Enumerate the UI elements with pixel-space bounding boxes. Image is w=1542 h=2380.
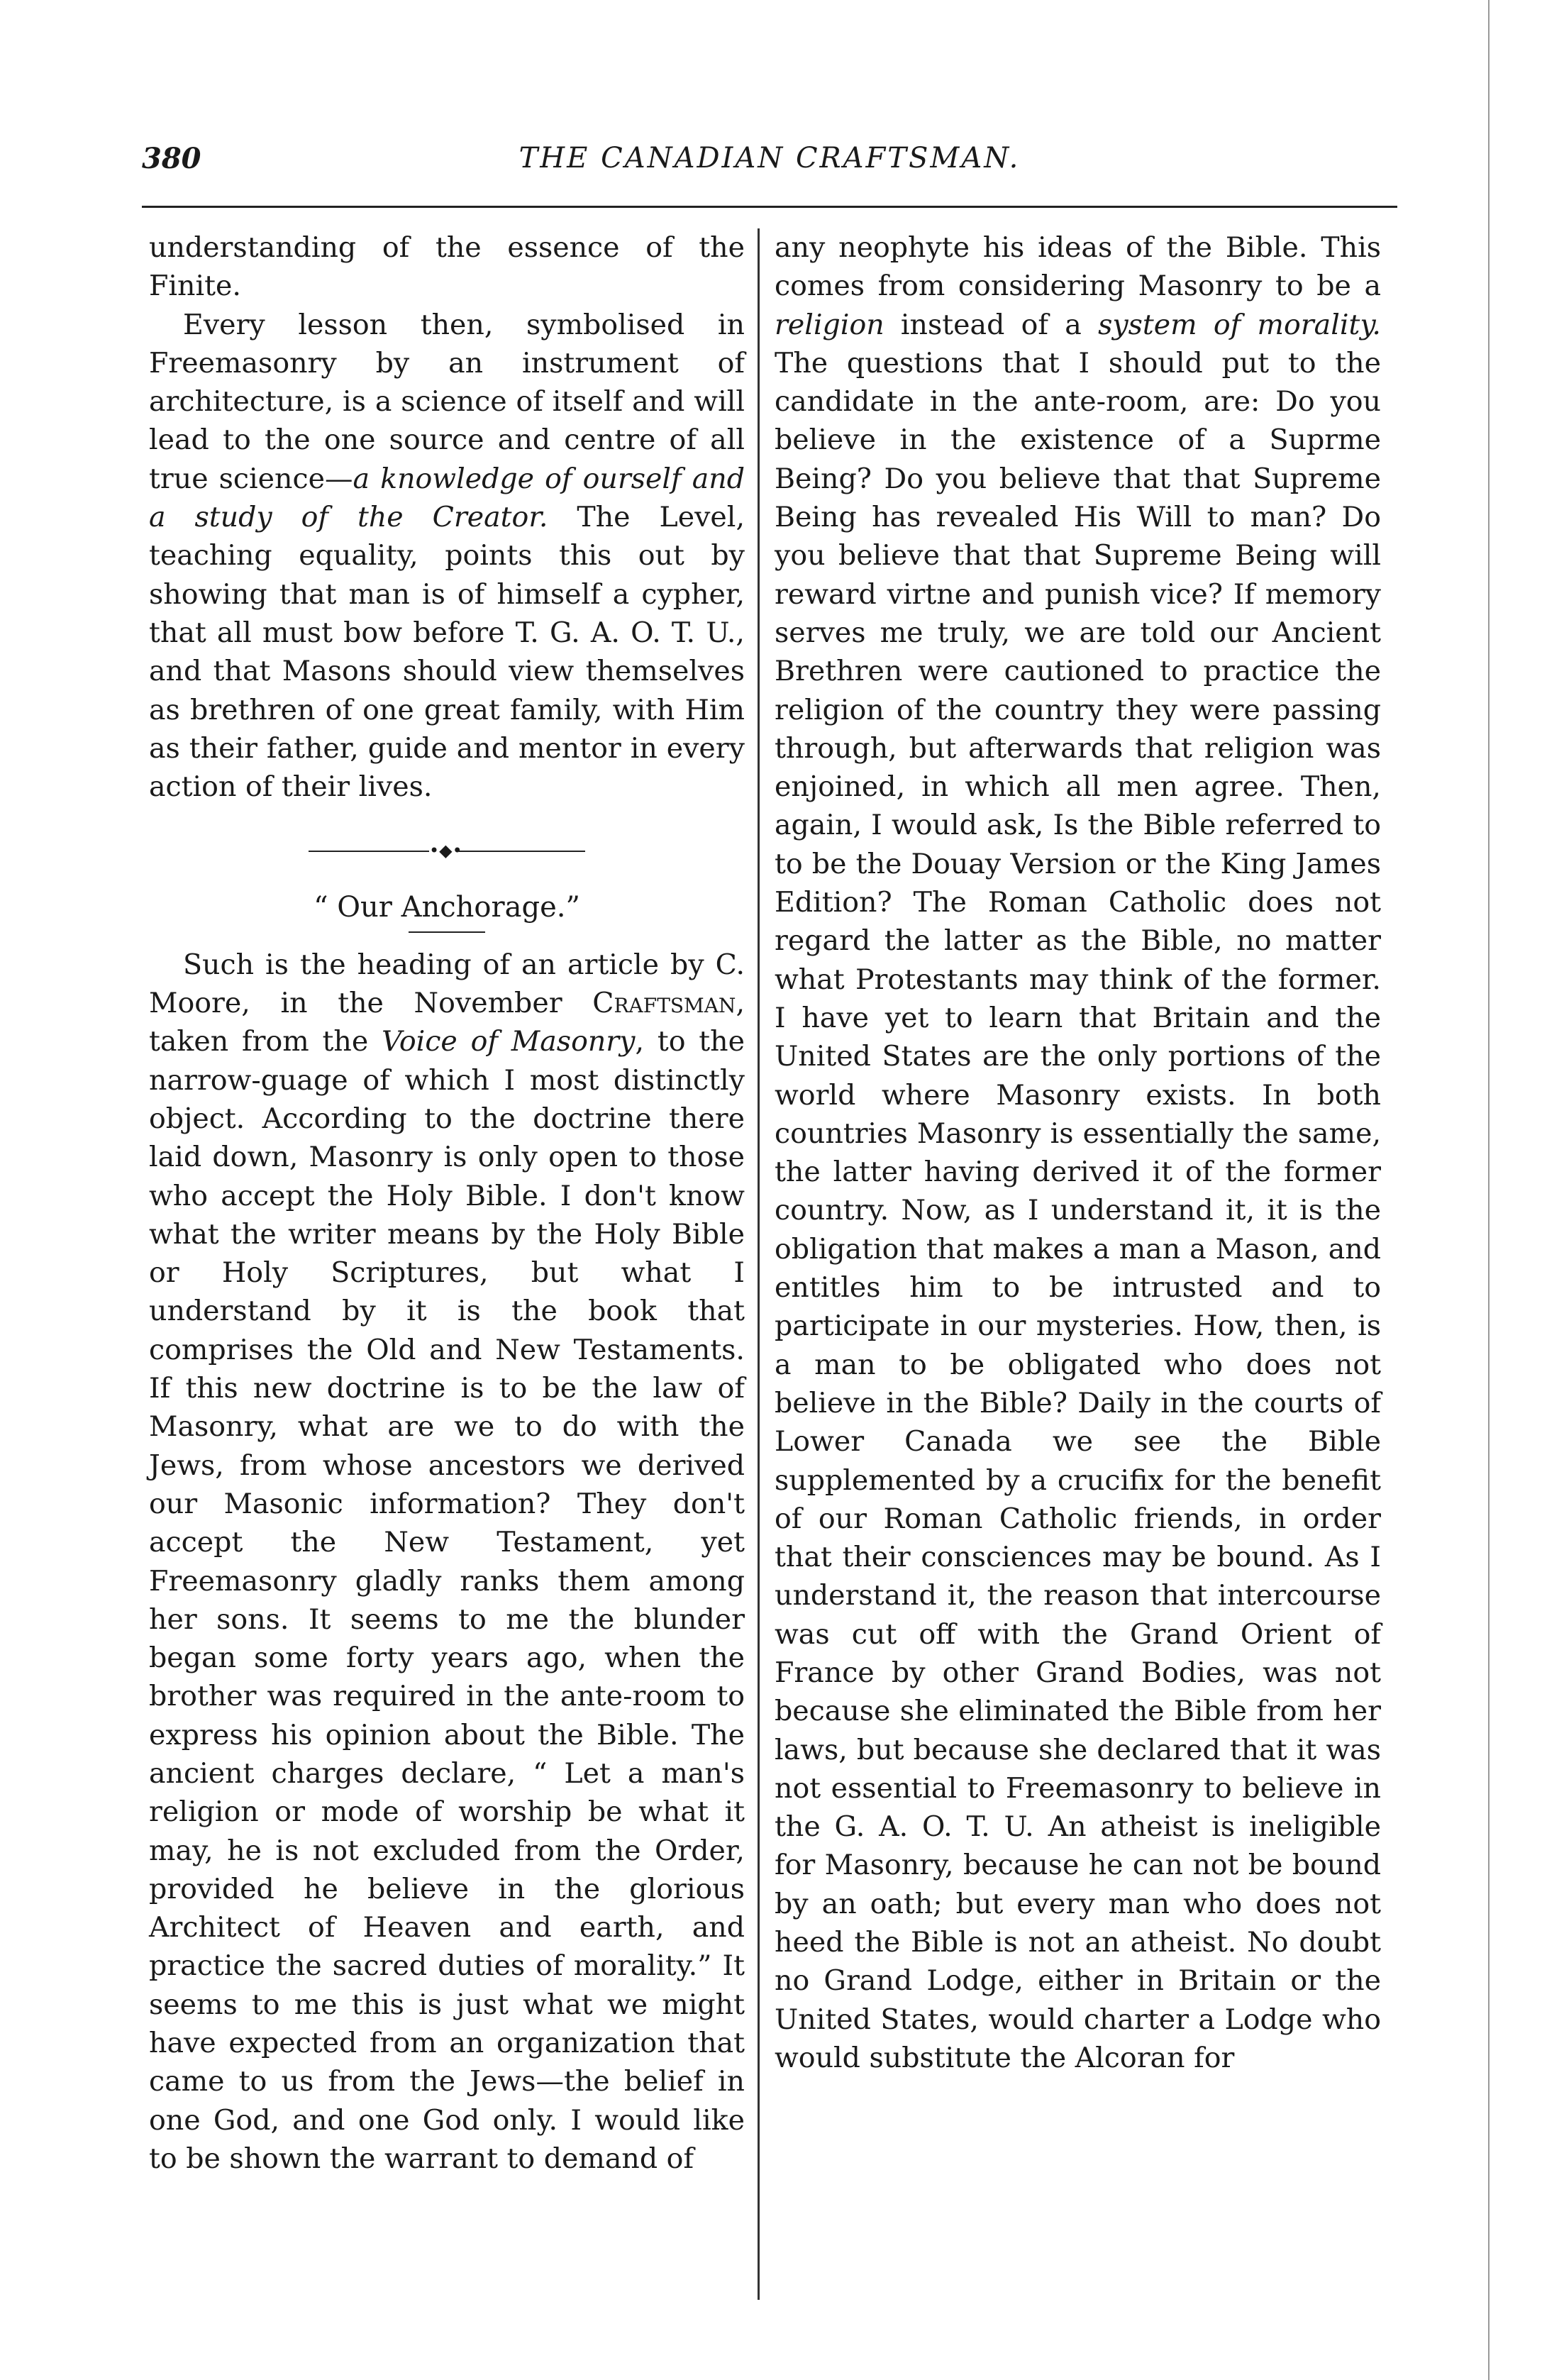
column-divider — [758, 228, 760, 2300]
left-paragraph-2-text-b: The Level, teaching equality, points this out by showing that man is of himself a cypher, that all must bow before T. G. A. O. T. U., and that Masons should view themselves as brethren of one great family, with Him as their father, guide and mentor in every action of their lives. — [149, 501, 745, 804]
page-number: 380 — [142, 142, 201, 175]
right-paragraph-1-italic-religion: religion — [775, 308, 884, 341]
right-column — [775, 228, 1381, 2077]
binding-edge-line — [1488, 0, 1490, 2380]
left-paragraph-3-text-c: , to the narrow-guage of which I most distinctly object. According to the doctrine there laid down, Masonry is only open to those who accept the Holy Bible. I don't know what the writer means by the Holy Bible or Holy Scriptures, but what I understand by it is the book that comprises the Old and New Testaments. If this new doctrine is to be the law of Masonry, what are we to do with the Jews, from whose ancestors we derived our Masonic information? They don't accept the New Testament, yet Freemasonry gladly ranks them among her sons. It seems to me the blunder began some forty years ago, when the brother was required in the ante-room to express his opinion about the Bible. The ancient charges declare, “ Let a man's religion or mode of worship be what it may, he is not excluded from the Order, provided he believe in the glorious Architect of Heaven and earth, and practice the sacred duties of morality.” It seems to me this is just what we might have expected from an organization that came to us from the Jews—the belief in one God, and one God only. I would like to be shown the warrant to demand of — [149, 1025, 745, 2175]
left-paragraph-3-text-b: , taken from the — [149, 987, 745, 1058]
right-paragraph-1-text-a: any neophyte his ideas of the Bible. This comes from considering Masonry to be a — [775, 231, 1381, 303]
left-paragraph-3 — [149, 946, 745, 2179]
right-paragraph-1-italic-morality: system of morality. — [1098, 308, 1381, 341]
left-paragraph-1: understanding of the essence of the Finite. — [149, 231, 745, 303]
left-column — [149, 228, 745, 2178]
section-ornament — [149, 840, 745, 861]
section-title: “ Our Anchorage.” — [314, 891, 580, 924]
voice-of-masonry-title: Voice of Masonry — [382, 1025, 636, 1058]
right-paragraph-1 — [775, 228, 1381, 2077]
page-header — [142, 142, 1397, 192]
left-paragraph-3-text-a: Such is the heading of an article by C. Moore, in the November — [149, 948, 745, 1020]
craftsman-name: Craftsman — [592, 987, 736, 1020]
left-paragraph-2-italic: a knowledge of ourself and a study of the Creator. — [149, 462, 745, 534]
section-title-rule — [409, 931, 485, 933]
ornament-diamond-icon: •◆• — [429, 841, 462, 861]
left-paragraph-2-text-a: Every lesson then, symbolised in Freemasonry by an instrument of architecture, is a science of itself and will lead to the one source and centre of all true science— — [149, 308, 745, 495]
running-title: THE CANADIAN CRAFTSMAN. — [518, 142, 1021, 175]
binding-margin — [1482, 0, 1542, 2380]
right-paragraph-1-text-c: The questions that I should put to the candidate in the ante-room, are: Do you believe in the existence of a Suprme Being? Do you believe that that Supreme Being has revealed His Will to man? Do you believe that that Supreme Being will reward virtne and punish vice? If memory serves me truly, we are told our Ancient Brethren were cautioned to practice the religion of the country they were passing through, but afterwards that religion was enjoined, in which all men agree. Then, again, I would ask, Is the Bible referred to to be the Douay Version or the King James Edition? The Roman Catholic does not regard the latter as the Bible, no matter what Protestants may think of the former. I have yet to learn that Britain and the United States are the only portions of the world where Masonry exists. In both countries Masonry is essentially the same, the latter having derived it of the former country. Now, as I understand it, it is the obligation that makes a man a Mason, and entitles him to be intrusted and to participate in our mysteries. How, then, is a man to be obligated who does not believe in the Bible? Daily in the courts of Lower Canada we see the Bible supplemented by a crucifix for the benefit of our Roman Catholic friends, in order that their consciences may be bound. As I understand it, the reason that intercourse was cut off with the Grand Orient of France by other Grand Bodies, was not because she eliminated the Bible from her laws, but because she declared that it was not essential to Freemasonry to believe in the G. A. O. T. U. An atheist is ineligible for Masonry, because he can not be bound by an oath; but every man who does not heed the Bible is not an atheist. No doubt no Grand Lodge, either in Britain or the United States, would charter a Lodge who would substitute the Alcoran for — [775, 346, 1381, 2074]
left-paragraph-2 — [149, 306, 745, 807]
header-rule — [142, 206, 1397, 208]
right-paragraph-1-text-b: instead of a — [884, 308, 1099, 341]
